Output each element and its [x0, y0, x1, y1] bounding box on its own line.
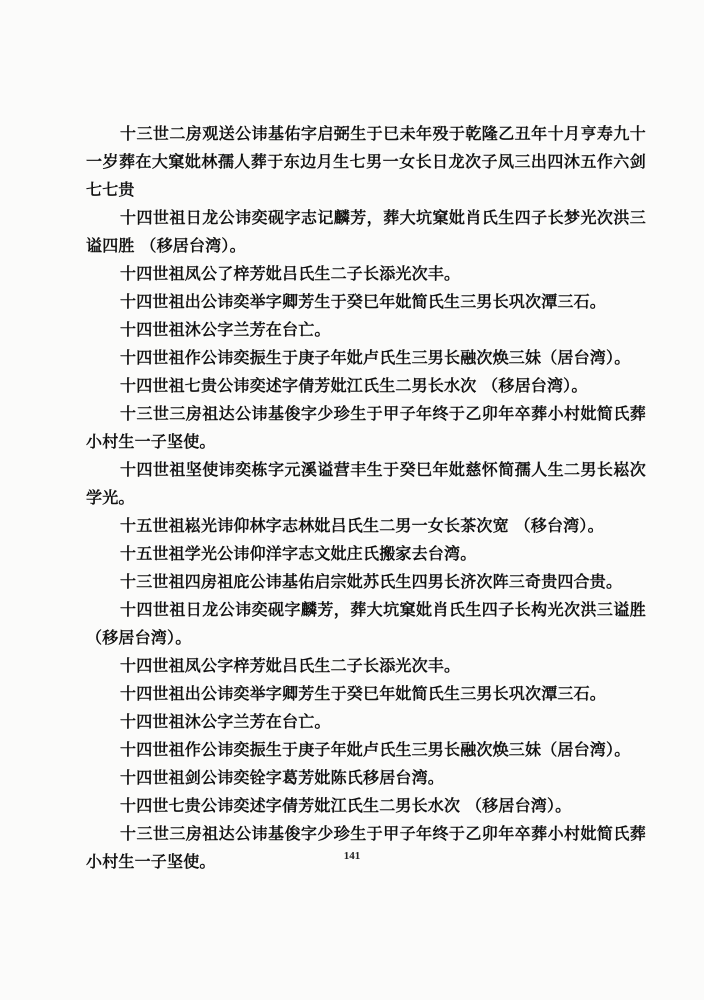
paragraph: 十四世祖剑公讳奕铨字葛芳妣陈氏移居台湾。: [120, 768, 445, 787]
paragraph: 十四世祖作公讳奕振生于庚子年妣卢氏生三男长融次焕三妹（居台湾）。: [120, 740, 631, 759]
paragraph: 十四世祖沐公字兰芳在台亡。: [120, 712, 331, 731]
paragraph: 十四世祖坚使讳奕栋字元溪谥营丰生于癸巳年妣慈怀简孺人生二男长崧次学光。: [86, 460, 646, 507]
paragraph: 十四世祖出公讳奕举字卿芳生于癸巳年妣简氏生三男长巩次潭三石。: [120, 684, 607, 703]
paragraph: 十四世祖凤公字梓芳妣吕氏生二子长添光次丰。: [120, 656, 461, 675]
paragraph: 十四世祖日龙公讳奕砚字麟芳，葬大坑窠妣肖氏生四子长构光次洪三谥胜 （移居台湾）。: [86, 600, 646, 647]
paragraph: 十三世二房观送公讳基佑字启弼生于巳未年殁于乾隆乙丑年十月亨寿九十一岁葬在大窠妣林孺人葬于东边月生七男一女长日龙次子凤三出四沐五作六剑七七贵: [86, 124, 646, 199]
paragraph: 十四世祖作公讳奕振生于庚子年妣卢氏生三男长融次焕三妹（居台湾）。: [120, 348, 631, 367]
paragraph: 十四世祖日龙公讳奕砚字志记麟芳，葬大坑窠妣肖氏生四子长梦光次洪三谥四胜 （移居台湾）。: [86, 208, 646, 255]
paragraph: 十五世祖崧光讳仰林字志林妣吕氏生二男一女长茶次宽 （移台湾）。: [120, 516, 604, 535]
paragraph: 十三世祖四房祖庇公讳基佑启宗妣苏氏生四男长济次阵三奇贵四合贵。: [120, 572, 623, 591]
paragraph: 十五世祖学光公讳仰洋字志文妣庄氏搬家去台湾。: [120, 544, 477, 563]
body-text: [86, 120, 646, 876]
paragraph: 十四世祖出公讳奕举字卿芳生于癸巳年妣简氏生三男长巩次潭三石。: [120, 292, 607, 311]
paragraph: 十四世祖凤公了梓芳妣吕氏生二子长添光次丰。: [120, 264, 461, 283]
paragraph: 十三世三房祖达公讳基俊字少珍生于甲子年终于乙卯年卒葬小村妣简氏葬小村生一子坚使。: [86, 824, 646, 871]
paragraph: 十三世三房祖达公讳基俊字少珍生于甲子年终于乙卯年卒葬小村妣简氏葬小村生一子坚使。: [86, 404, 646, 451]
page-number: 141: [343, 850, 361, 862]
paragraph: 十四世祖沐公字兰芳在台亡。: [120, 320, 331, 339]
paragraph: 十四世祖七贵公讳奕述字倩芳妣江氏生二男长水次 （移居台湾）。: [120, 376, 588, 395]
paragraph: 十四世七贵公讳奕述字倩芳妣江氏生二男长水次 （移居台湾）。: [120, 796, 572, 815]
